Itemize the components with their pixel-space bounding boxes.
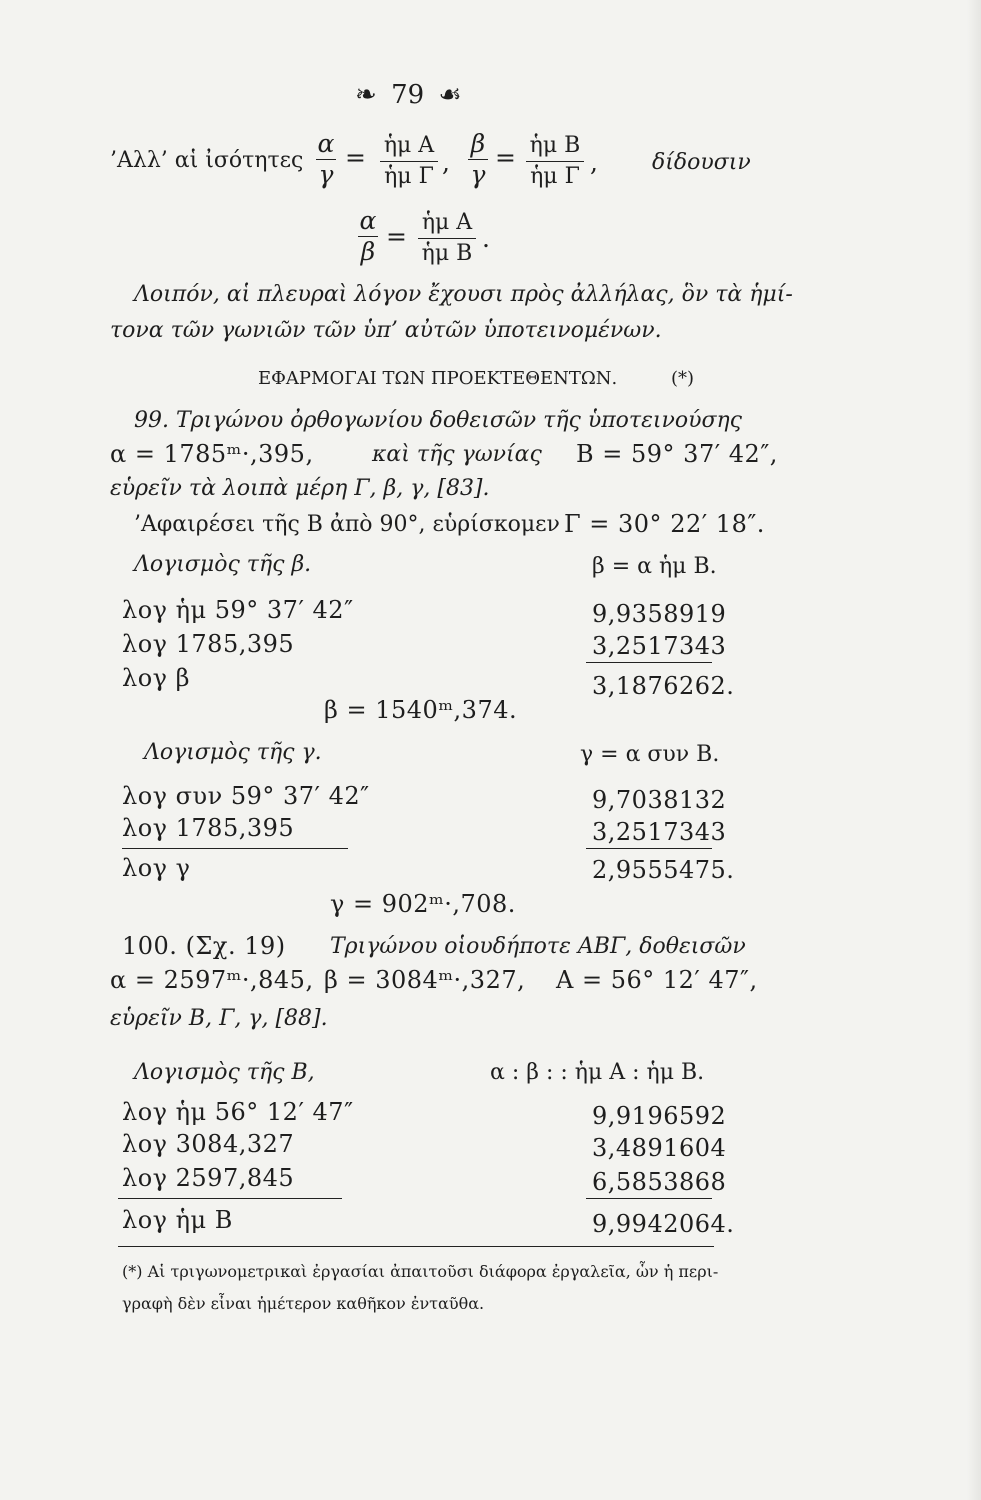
problem-100-line: Τριγώνου οἱουδήποτε ΑΒΓ, δοθεισῶν [330, 934, 746, 959]
calc-B-row-value: 3,4891604 [592, 1134, 727, 1162]
fraction-b-over-g [468, 130, 488, 189]
fraction-sinA-over-sinB [418, 209, 476, 268]
paragraph-line: Λοιπόν, αἱ πλευραὶ λόγον ἔχουσι πρὸς ἀλλήλας, ὃν τὰ ἡμί- [134, 282, 793, 307]
fraction-bar [418, 238, 476, 239]
calc-b-row-value: 9,9358919 [592, 600, 727, 628]
problem-100-line: β = 3084ᵐ·,327, [324, 966, 526, 994]
fraction-bar [380, 161, 438, 162]
footnote-line: γραφὴ δὲν εἶναι ἡμέτερον καθῆκον ἐνταῦθα. [122, 1294, 485, 1313]
paragraph-line: τονα τῶν γωνιῶν τῶν ὑπ’ αὐτῶν ὑποτεινομένων. [110, 318, 662, 343]
fraction-denominator: γ [470, 160, 486, 189]
problem-99-line: ’Αφαιρέσει τῆς B ἀπὸ 90°, εὑρίσκομεν [134, 512, 560, 537]
intro-tail: δίδουσιν [652, 150, 751, 175]
calc-B-row-label: λογ 3084,327 [122, 1130, 295, 1158]
fraction-bar [526, 161, 584, 162]
section-heading [258, 368, 694, 389]
problem-100-line: εὑρεῖν B, Γ, γ, [88]. [110, 1006, 328, 1031]
sum-rule [586, 1198, 712, 1199]
comma: , [442, 148, 450, 177]
fraction-numerator: ἡμ A [383, 133, 435, 158]
calc-B-row-value: 9,9942064. [592, 1210, 735, 1238]
problem-100-line: α = 2597ᵐ·,845, [110, 966, 314, 994]
fraction-a-over-g [316, 130, 336, 189]
sum-rule [586, 662, 712, 663]
fraction-denominator: β [360, 237, 376, 266]
footnote-marker: (*) [671, 368, 695, 389]
calc-g-row-value: 2,9555475. [592, 856, 735, 884]
comma: , [590, 148, 598, 177]
fraction-numerator: ἡμ A [421, 210, 473, 235]
calc-B-row-value: 6,5853868 [592, 1168, 727, 1196]
sum-rule [118, 1198, 342, 1199]
problem-99-line: Γ = 30° 22′ 18″. [564, 510, 765, 538]
section-heading-text: ΕΦΑΡΜΟΓΑΙ ΤΩΝ ΠΡΟΕΚΤΕΘΕΝΤΩΝ. [258, 368, 618, 389]
fraction-a-over-b [358, 207, 378, 266]
calc-B-title: Λογισμὸς τῆς B, [134, 1060, 315, 1085]
ornament-right-icon: ☙ [438, 80, 462, 110]
calc-B-formula: α : β : : ἡμ A : ἡμ B. [490, 1060, 705, 1085]
period: . [482, 224, 490, 253]
fraction-denominator: ἡμ Γ [530, 164, 580, 189]
fraction-denominator: ἡμ B [421, 241, 473, 266]
sum-rule [586, 848, 712, 849]
calc-b-result: β = 1540ᵐ,374. [324, 696, 518, 724]
calc-g-row-label: λογ γ [122, 854, 191, 882]
page-header [355, 80, 462, 110]
footnote-rule [118, 1246, 714, 1247]
problem-99-line: α = 1785ᵐ·,395, [110, 440, 314, 468]
fraction-denominator: γ [318, 160, 334, 189]
calc-b-row-label: λογ ἡμ 59° 37′ 42″ [122, 596, 354, 624]
footnote-line: (*) Αἱ τριγωνομετρικαὶ ἐργασίαι ἀπαιτοῦσι διάφορα ἐργαλεῖα, ὧν ἡ περι- [122, 1262, 719, 1281]
fraction-sinA-over-sinG [380, 132, 438, 191]
fraction-sinB-over-sinG [526, 132, 584, 191]
calc-b-row-label: λογ β [122, 664, 191, 692]
fraction-denominator: ἡμ Γ [384, 164, 434, 189]
ornament-left-icon: ❧ [355, 80, 377, 110]
equals-sign: = [345, 143, 366, 172]
sum-rule [122, 848, 348, 849]
calc-B-row-value: 9,9196592 [592, 1102, 727, 1130]
fraction-numerator: β [470, 129, 486, 158]
problem-100-line: 100. (Σχ. 19) [122, 932, 286, 960]
problem-99-line: 99. Τριγώνου ὀρθογωνίου δοθεισῶν τῆς ὑποτεινούσης [134, 408, 743, 433]
calc-b-title: Λογισμὸς τῆς β. [134, 552, 312, 577]
calc-b-row-label: λογ 1785,395 [122, 630, 295, 658]
equals-sign: = [495, 143, 516, 172]
calc-g-formula: γ = α συν B. [580, 742, 720, 767]
calc-g-row-label: λογ 1785,395 [122, 814, 295, 842]
calc-b-row-value: 3,1876262. [592, 672, 735, 700]
calc-g-row-value: 9,7038132 [592, 786, 727, 814]
fraction-numerator: α [317, 129, 335, 158]
problem-99-line: εὑρεῖν τὰ λοιπὰ μέρη Γ, β, γ, [83]. [110, 476, 490, 501]
problem-99-line: καὶ τῆς γωνίας [372, 442, 542, 467]
fraction-numerator: α [359, 206, 377, 235]
page-number: 79 [391, 80, 425, 110]
problem-99-line: B = 59° 37′ 42″, [576, 440, 778, 468]
calc-B-row-label: λογ 2597,845 [122, 1164, 295, 1192]
calc-b-formula: β = α ἡμ B. [592, 554, 717, 579]
calc-B-row-label: λογ ἡμ B [122, 1206, 233, 1234]
calc-B-row-label: λογ ἡμ 56° 12′ 47″ [122, 1098, 354, 1126]
calc-g-title: Λογισμὸς τῆς γ. [144, 740, 322, 765]
problem-100-line: A = 56° 12′ 47″, [556, 966, 758, 994]
calc-g-row-value: 3,2517343 [592, 818, 727, 846]
calc-g-row-label: λογ συν 59° 37′ 42″ [122, 782, 370, 810]
page-edge-shadow [967, 0, 981, 1500]
intro-lead: ’Αλλ’ αἱ ἰσότητες [110, 148, 304, 173]
calc-g-result: γ = 902ᵐ·,708. [330, 890, 516, 918]
equals-sign: = [386, 222, 407, 251]
fraction-numerator: ἡμ B [529, 133, 581, 158]
calc-b-row-value: 3,2517343 [592, 632, 727, 660]
